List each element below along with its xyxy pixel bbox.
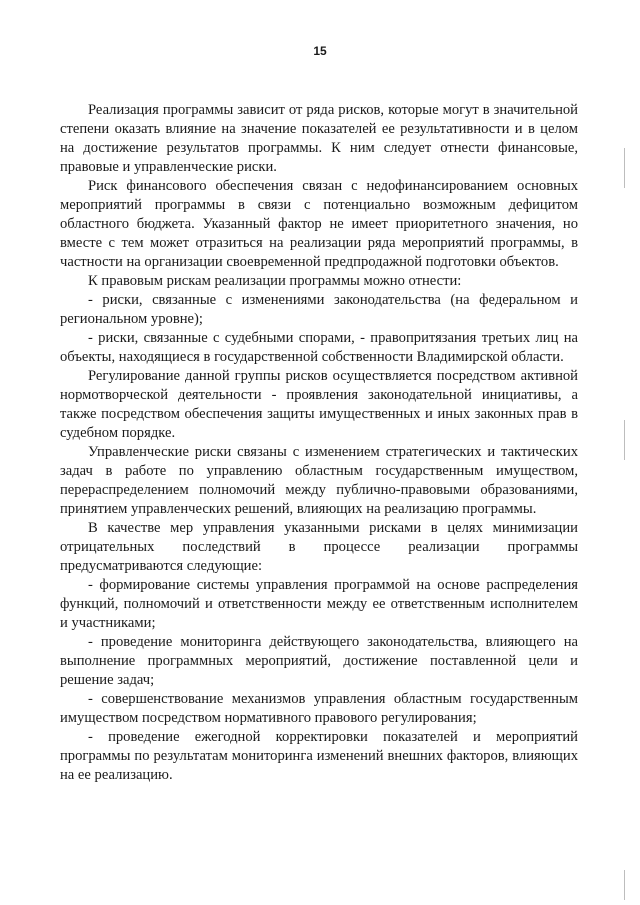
scan-edge-mark: [624, 870, 625, 900]
paragraph-legal-risks-heading: К правовым рискам реализации программы можно отнести:: [88, 273, 462, 289]
scan-edge-mark: [624, 420, 625, 460]
list-item-legislation-risk: - риски, связанные с изменениями законодательства (на федеральном и региональном уровне);: [60, 292, 578, 327]
list-item-court-risk: - риски, связанные с судебными спорами, - правопритязания третьих лиц на объекты, находящиеся в государственной собственности Владимирской области.: [60, 330, 578, 365]
paragraph-management-risks: Управленческие риски связаны с изменением стратегических и тактических задач в работе по управлению областным государственным имуществом, перераспределением полномочий между публично-правовыми образованиями, принятием управленческих решений, влияющих на реализацию программы.: [60, 444, 578, 517]
page-number: 15: [313, 44, 327, 58]
paragraph-mitigation-measures: В качестве мер управления указанными рисками в целях минимизации отрицательных последствий в процессе реализации программы предусматриваются следующие:: [60, 520, 578, 574]
list-item-monitoring: - проведение мониторинга действующего законодательства, влияющего на выполнение программных мероприятий, достижение поставленной цели и решение задач;: [60, 634, 578, 688]
list-item-annual-adjustment: - проведение ежегодной корректировки показателей и мероприятий программы по результатам мониторинга изменений внешних факторов, влияющих на ее реализацию.: [60, 729, 578, 783]
document-body: [60, 101, 578, 785]
paragraph-risk-regulation: Регулирование данной группы рисков осуществляется посредством активной нормотворческой деятельности - проявления законодательной инициативы, а также посредством обеспечения защиты имущественных и иных законных прав в судебном порядке.: [60, 368, 578, 441]
list-item-mechanism-improvement: - совершенствование механизмов управления областным государственным имуществом посредством нормативного правового регулирования;: [60, 691, 578, 726]
paragraph-financial-risk: Риск финансового обеспечения связан с недофинансированием основных мероприятий программы в связи с потенциально возможным дефицитом областного бюджета. Указанный фактор не имеет приоритетного значения, но вместе с тем может отразиться на реализации ряда мероприятий программы, в частности на организации своевременной предпродажной подготовки объектов.: [60, 178, 578, 270]
scan-edge-mark: [624, 148, 625, 188]
list-item-management-system: - формирование системы управления программой на основе распределения функций, полномочий и ответственности между ее ответственным исполнителем и участниками;: [60, 577, 578, 631]
paragraph-risks-intro: Реализация программы зависит от ряда рисков, которые могут в значительной степени оказать влияние на значение показателей ее результативности и в целом на достижение результатов программы. К ним следует отнести финансовые, правовые и управленческие риски.: [60, 102, 578, 175]
